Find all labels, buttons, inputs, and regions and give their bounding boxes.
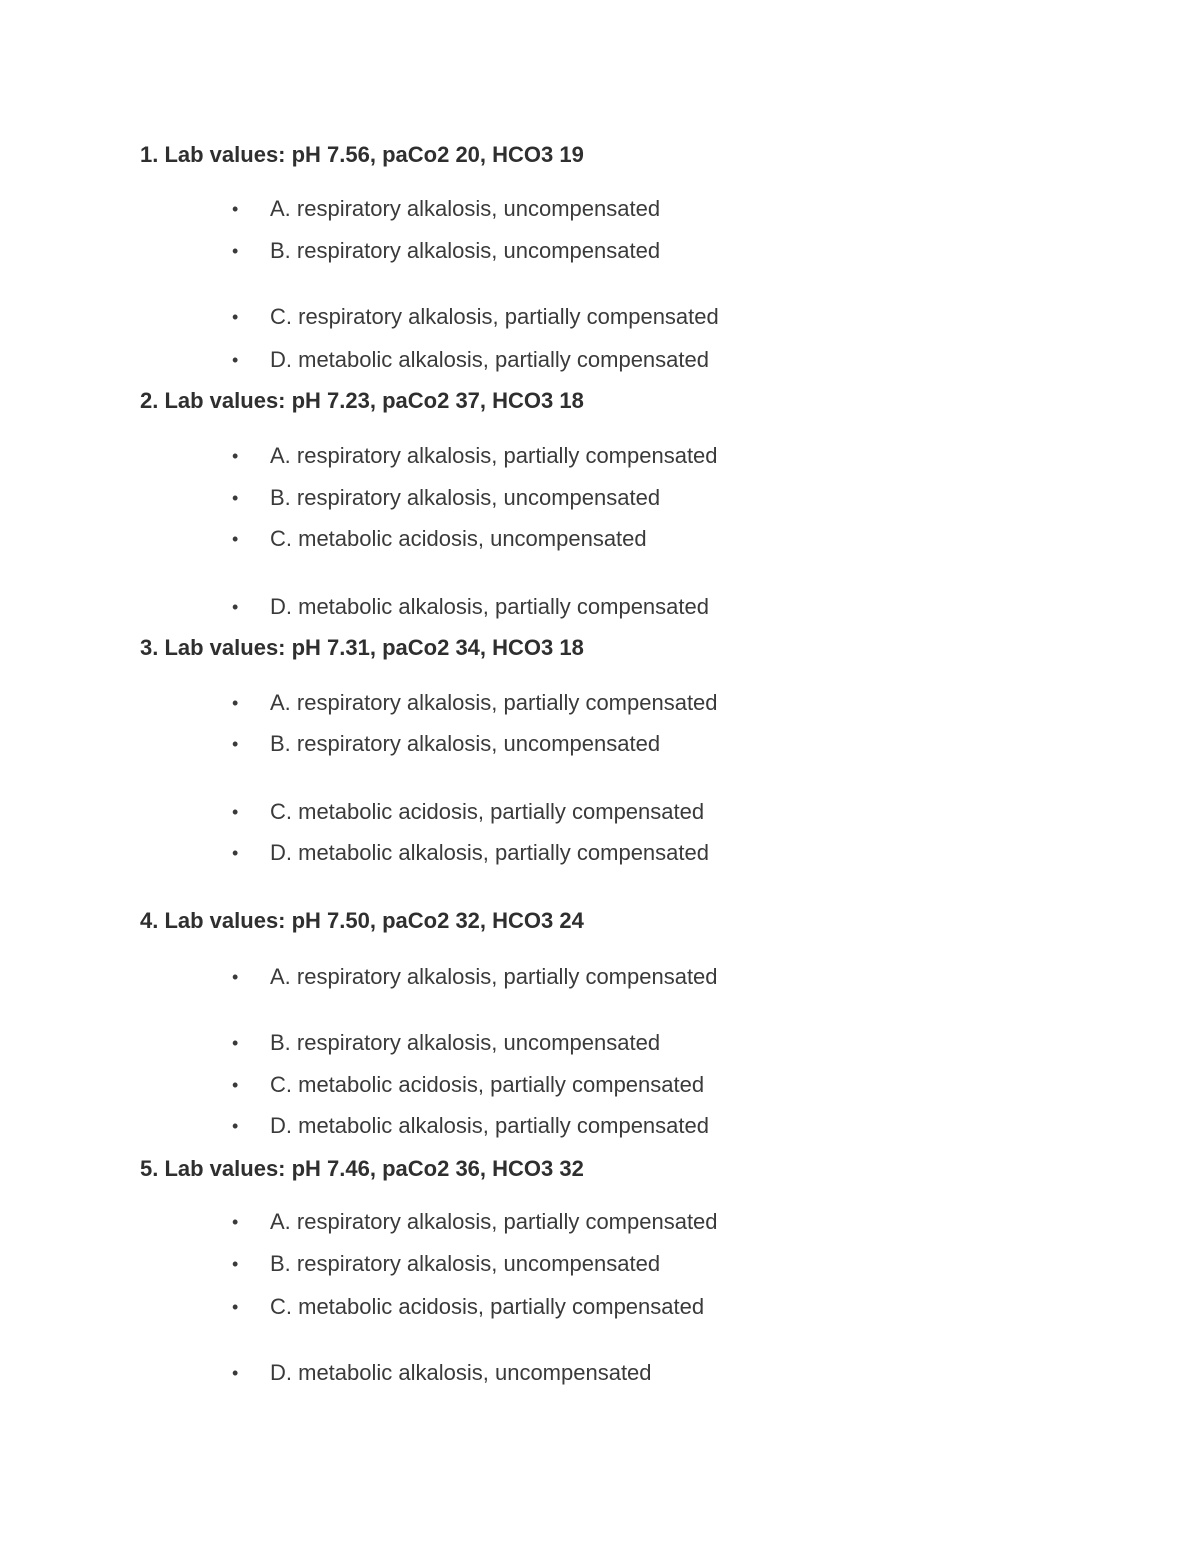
question-3-option-b bbox=[232, 731, 660, 757]
option-text: A. respiratory alkalosis, partially compensated bbox=[270, 964, 718, 989]
option-text: D. metabolic alkalosis, partially compensated bbox=[270, 347, 709, 372]
bullet-icon: • bbox=[232, 241, 239, 261]
question-4-option-d bbox=[232, 1113, 709, 1139]
option-text: C. metabolic acidosis, partially compensated bbox=[270, 799, 705, 824]
question-1-option-a bbox=[232, 196, 660, 222]
question-3-option-a bbox=[232, 690, 718, 716]
question-5-option-d bbox=[232, 1360, 652, 1386]
question-3-title: 3. Lab values: pH 7.31, paCo2 34, HCO3 18 bbox=[140, 635, 584, 660]
question-1-option-d bbox=[232, 347, 709, 373]
question-1-title: 1. Lab values: pH 7.56, paCo2 20, HCO3 19 bbox=[140, 142, 584, 167]
question-3-option-d bbox=[232, 840, 709, 866]
option-text: D. metabolic alkalosis, partially compensated bbox=[270, 594, 709, 619]
question-2-option-a bbox=[232, 443, 718, 469]
question-5-option-b bbox=[232, 1251, 660, 1277]
option-text: C. metabolic acidosis, partially compensated bbox=[270, 1072, 705, 1097]
bullet-icon: • bbox=[232, 843, 239, 863]
question-2-option-b bbox=[232, 485, 660, 511]
option-text: A. respiratory alkalosis, partially compensated bbox=[270, 1209, 718, 1234]
bullet-icon: • bbox=[232, 693, 239, 713]
option-text: D. metabolic alkalosis, partially compensated bbox=[270, 840, 709, 865]
option-text: B. respiratory alkalosis, uncompensated bbox=[270, 1251, 661, 1276]
option-text: A. respiratory alkalosis, partially compensated bbox=[270, 690, 718, 715]
question-5-option-a bbox=[232, 1209, 718, 1235]
option-text: D. metabolic alkalosis, partially compensated bbox=[270, 1113, 709, 1138]
option-text: B. respiratory alkalosis, uncompensated bbox=[270, 238, 661, 263]
option-text: C. metabolic acidosis, partially compensated bbox=[270, 1294, 705, 1319]
bullet-icon: • bbox=[232, 1116, 239, 1136]
option-text: D. metabolic alkalosis, uncompensated bbox=[270, 1360, 652, 1385]
bullet-icon: • bbox=[232, 1297, 239, 1317]
bullet-icon: • bbox=[232, 529, 239, 549]
option-text: A. respiratory alkalosis, partially compensated bbox=[270, 443, 718, 468]
bullet-icon: • bbox=[232, 446, 239, 466]
bullet-icon: • bbox=[232, 1075, 239, 1095]
bullet-icon: • bbox=[232, 199, 239, 219]
bullet-icon: • bbox=[232, 1363, 239, 1383]
bullet-icon: • bbox=[232, 1033, 239, 1053]
question-4-title: 4. Lab values: pH 7.50, paCo2 32, HCO3 24 bbox=[140, 908, 584, 933]
bullet-icon: • bbox=[232, 488, 239, 508]
question-5-option-c bbox=[232, 1294, 704, 1320]
bullet-icon: • bbox=[232, 802, 239, 822]
question-1-option-c bbox=[232, 304, 719, 330]
bullet-icon: • bbox=[232, 1212, 239, 1232]
question-5-title: 5. Lab values: pH 7.46, paCo2 36, HCO3 32 bbox=[140, 1156, 584, 1181]
bullet-icon: • bbox=[232, 1254, 239, 1274]
option-text: C. respiratory alkalosis, partially compensated bbox=[270, 304, 719, 329]
option-text: C. metabolic acidosis, uncompensated bbox=[270, 526, 647, 551]
bullet-icon: • bbox=[232, 307, 239, 327]
question-2-option-c bbox=[232, 526, 647, 552]
bullet-icon: • bbox=[232, 734, 239, 754]
option-text: B. respiratory alkalosis, uncompensated bbox=[270, 485, 661, 510]
bullet-icon: • bbox=[232, 597, 239, 617]
question-4-option-c bbox=[232, 1072, 704, 1098]
question-3-option-c bbox=[232, 799, 704, 825]
bullet-icon: • bbox=[232, 967, 239, 987]
option-text: A. respiratory alkalosis, uncompensated bbox=[270, 196, 661, 221]
question-2-title: 2. Lab values: pH 7.23, paCo2 37, HCO3 18 bbox=[140, 388, 584, 413]
question-4-option-a bbox=[232, 964, 718, 990]
bullet-icon: • bbox=[232, 350, 239, 370]
option-text: B. respiratory alkalosis, uncompensated bbox=[270, 1030, 661, 1055]
question-1-option-b bbox=[232, 238, 660, 264]
question-2-option-d bbox=[232, 594, 709, 620]
question-4-option-b bbox=[232, 1030, 660, 1056]
option-text: B. respiratory alkalosis, uncompensated bbox=[270, 731, 661, 756]
